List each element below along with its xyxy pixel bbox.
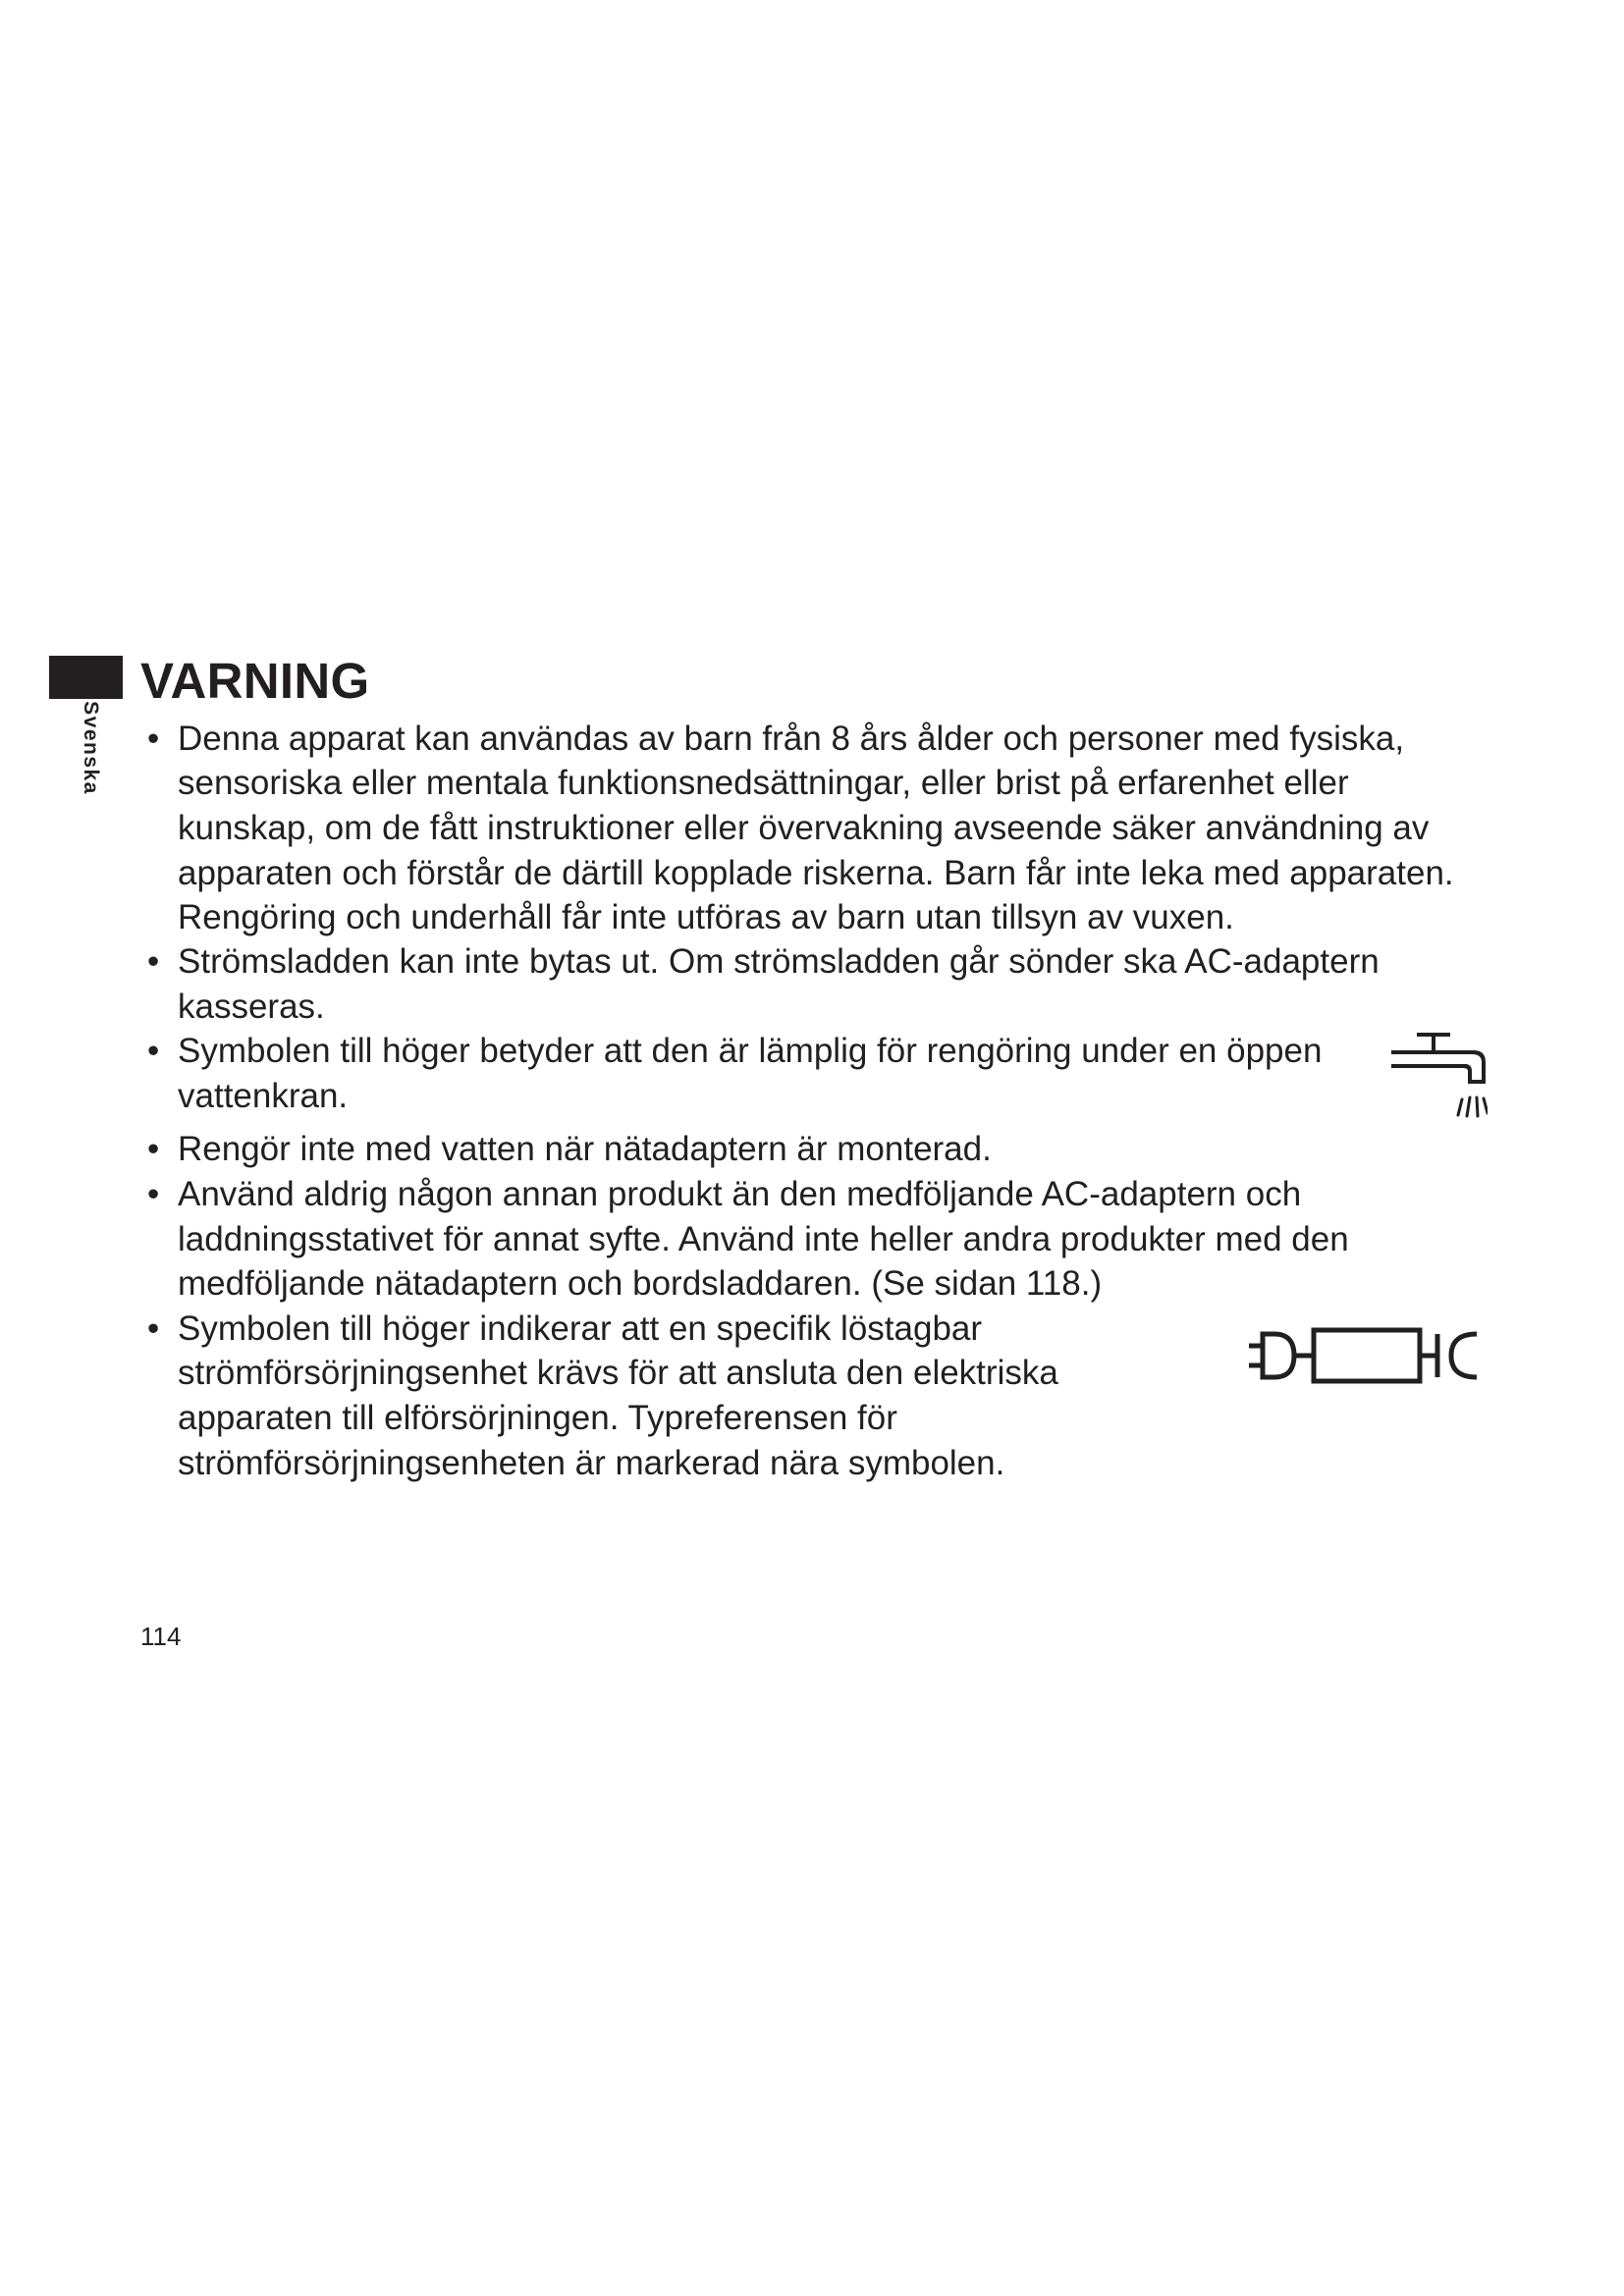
language-label: Svenska xyxy=(80,701,102,795)
language-tab-marker xyxy=(49,656,123,699)
warning-text-line: Rengör inte med vatten när nätadaptern är monterad. xyxy=(178,1130,992,1168)
warning-text-line: apparaten till elförsörjningen. Typreferensen för xyxy=(178,1399,897,1437)
warning-text-line: sensoriska eller mentala funktionsnedsättningar, eller brist på erfarenhet eller xyxy=(178,764,1349,802)
page-number: 114 xyxy=(140,1622,182,1651)
warning-text-line: vattenkran. xyxy=(178,1077,349,1115)
warning-text-line: laddningsstativet för annat syfte. Använd inte heller andra produkter med den xyxy=(178,1220,1349,1258)
bullet-marker: • xyxy=(147,720,160,758)
warning-text-line: medföljande nätadaptern och bordsladdaren. (Se sidan 118.) xyxy=(178,1264,1103,1303)
warning-text-line: Symbolen till höger indikerar att en specifik löstagbar xyxy=(178,1309,983,1348)
warning-text-line: Rengöring och underhåll får inte utföras av barn utan tillsyn av vuxen. xyxy=(178,898,1234,936)
warning-text-line: Symbolen till höger betyder att den är lämplig för rengöring under en öppen xyxy=(178,1032,1323,1070)
faucet-washable-icon xyxy=(1389,1031,1488,1124)
bullet-marker: • xyxy=(147,1309,160,1348)
warning-text-line: kasseras. xyxy=(178,988,325,1026)
bullet-marker: • xyxy=(147,942,160,981)
warning-text-line: strömförsörjningsenhet krävs för att ansluta den elektriska xyxy=(178,1354,1058,1392)
detachable-power-supply-icon xyxy=(1249,1320,1480,1391)
warning-text-line: Strömsladden kan inte bytas ut. Om strömsladden går sönder ska AC-adaptern xyxy=(178,942,1380,981)
warning-text-line: apparaten och förstår de därtill kopplade riskerna. Barn får inte leka med apparaten. xyxy=(178,854,1454,892)
warning-heading: VARNING xyxy=(140,653,370,709)
warning-text-line: Använd aldrig någon annan produkt än den medföljande AC-adaptern och xyxy=(178,1175,1302,1213)
bullet-marker: • xyxy=(147,1032,160,1070)
warning-text-line: kunskap, om de fått instruktioner eller övervakning avseende säker användning av xyxy=(178,809,1430,847)
bullet-marker: • xyxy=(147,1130,160,1168)
warning-text-line: strömförsörjningsenheten är markerad nära symbolen. xyxy=(178,1444,1005,1482)
bullet-marker: • xyxy=(147,1175,160,1213)
warning-text-line: Denna apparat kan användas av barn från 8 års ålder och personer med fysiska, xyxy=(178,720,1405,758)
